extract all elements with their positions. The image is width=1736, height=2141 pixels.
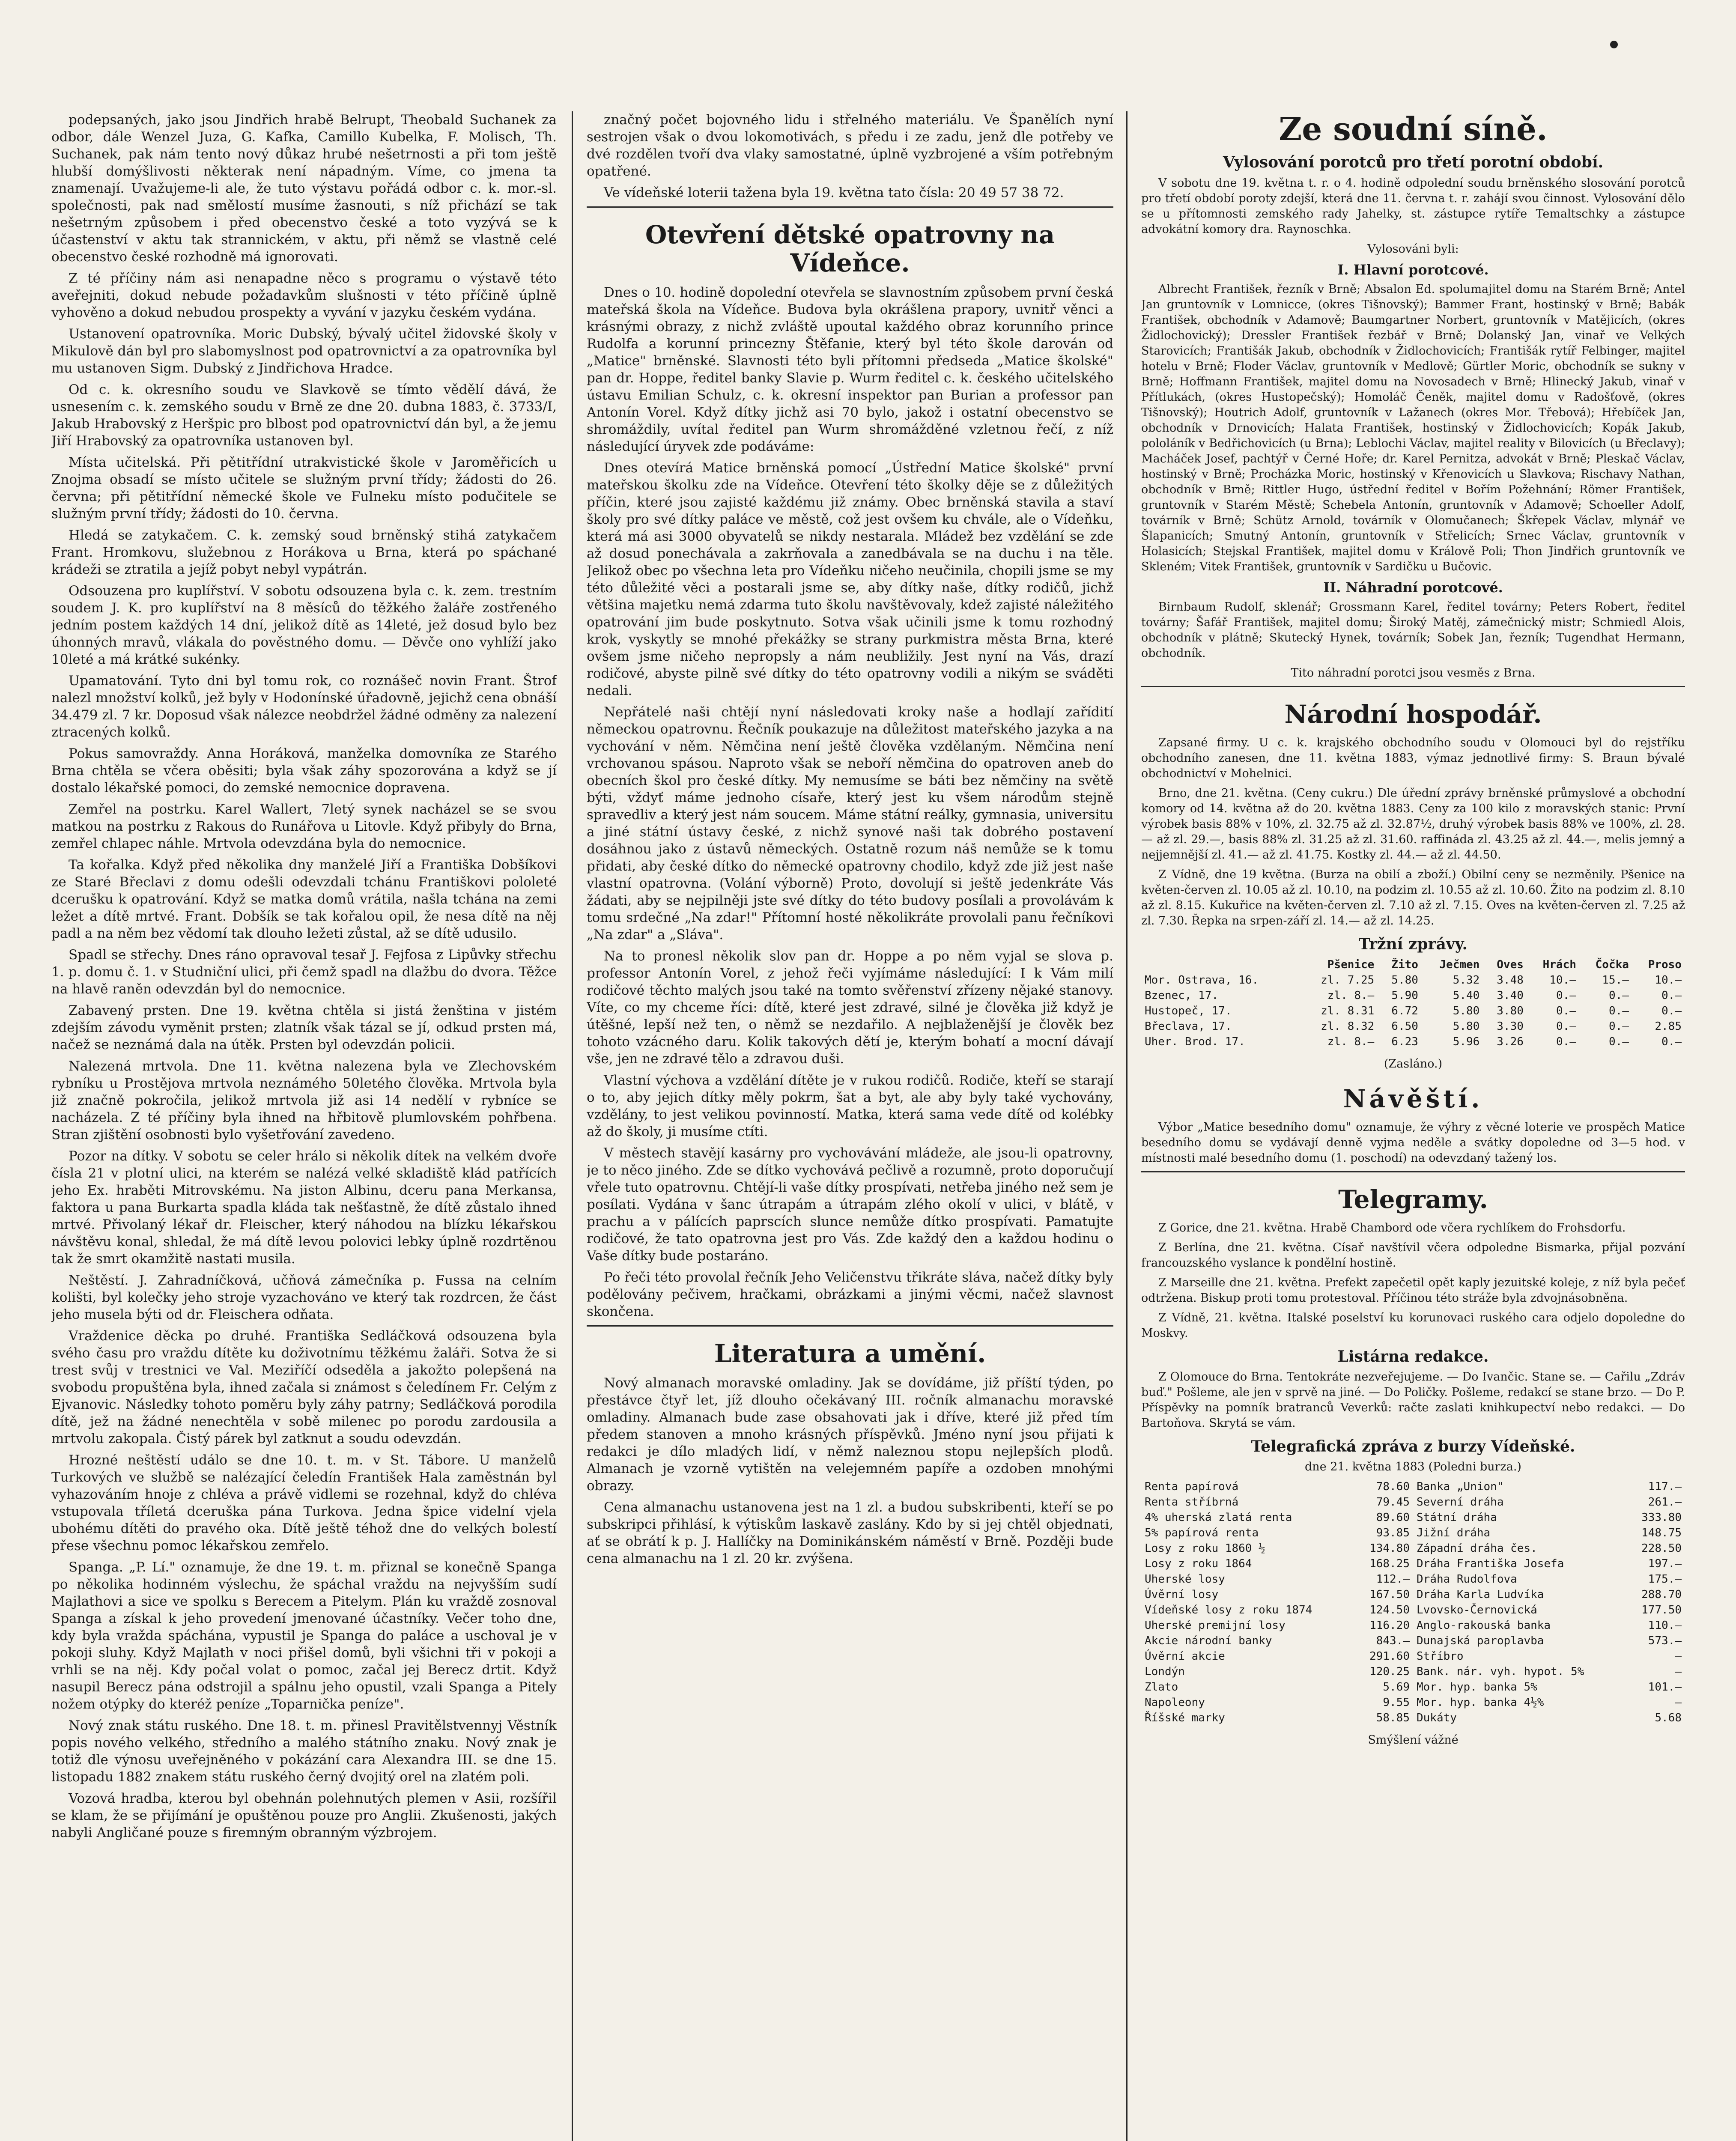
table-cell: 5.80	[1453, 1020, 1480, 1033]
table-cell: 167.50	[1369, 1588, 1410, 1601]
table-cell: Státní dráha	[1416, 1511, 1497, 1524]
telegram: Z Vídně, 21. května. Italské poselství ku korunovaci ruského cara odjelo dopoledne do Moskvy.	[1141, 1311, 1685, 1340]
table-cell: zl. 8.—	[1327, 1035, 1375, 1048]
table-cell: 5.96	[1453, 1035, 1480, 1048]
column-rule	[572, 111, 573, 2141]
paragraph: Zapsané firmy. U c. k. krajského obchodního soudu v Olomouci byl do rejstříku obchodního zanesen, dne 11. května 1883, výmaz jednotlivé firmy: S. Braun bývalé obchodnictví v Mohelnici.	[1141, 736, 1685, 780]
table-cell: Akcie národní banky	[1145, 1634, 1272, 1647]
table-row	[1141, 988, 1685, 1003]
paragraph: Upamatování. Tyto dni byl tomu rok, co roznášeč novin Frant. Štrof nalezl množství kolků, jež byly v Hodonínské úřadovně, jejichž cena obnáší 34.479 zl. 7 kr. Doposud však nálezce neobdržel žádné odměny za nalezení ztracených kolků.	[51, 673, 557, 740]
table-cell: 112.—	[1376, 1573, 1410, 1586]
table-cell: Banka „Union"	[1416, 1480, 1504, 1493]
table-cell: 93.85	[1376, 1527, 1410, 1539]
table-cell: 3.80	[1497, 1005, 1524, 1017]
paragraph: Pozor na dítky. V sobotu se celer hrálo si několik dítek na velkém dvoře čísla 21 v plotní ulici, na kterém se nalézá velké skladiště klád patřících jeho Ex. hraběti Mitrovskému. Na jiston Albinu, dceru pana Merkansa, faktora u pana Burkarta spadla kláda tak nešťastně, že dítě zůstalo ihned mrtvé. Přivolaný lékař dr. Fleischer, který náhodou na blízku lékařskou návštěvu konal, shledal, že má dítě levou polovici lebky úplně rozdrtěnou tak že smrt okamžitě nastati musila.	[51, 1148, 557, 1267]
table-cell: 0.—	[1608, 1005, 1629, 1017]
table-cell: zl. 8.31	[1321, 1005, 1375, 1017]
table-cell: zl. 8.—	[1327, 989, 1375, 1002]
table-cell: Lvovsko-Černovická	[1416, 1604, 1537, 1616]
table-cell: 15.—	[1602, 974, 1629, 987]
paragraph: Hrozné neštěstí událo se dne 10. t. m. v St. Tábore. U manželů Turkových ve službě se nalézající čeledín František Hala zaměstnán byl vyhazováním hnoje z chléva a právě vidlemi se rozehnal, když do chléva vstupovala tříletá dceruška pána Turkova. Jedna špice videlní vjela ubohému dítěti do pravého oka. Dítě ještě téhož dne do velkých bolestí přese všechnu pomoc lékařskou zemřelo.	[51, 1452, 557, 1554]
table-row	[1141, 1710, 1685, 1726]
paragraph: Z té příčiny nám asi nenapadne něco s programu o výstavě této aveřejniti, dokud nebude požadavkům slušnosti v této příčině úplně vyhověno a dokud nebudou prospekty a vyvání v jazyku českém vydána.	[51, 271, 557, 320]
paragraph: Nepřátelé naši chtějí nyní následovati kroky naše a hodlají zařídití německou opatrovnu. Řečník poukazuje na důležitost mateřského jazyka a na vychování v něm. Němčina není ještě člověka vzdělaným. Němčina není vrchovanou spásou. Naproto však se neboří němčina do opatroven aneb do obecních škol pro české dítky. My nemusíme se báti bez němčiny na světě býti, vždyť máme jednoho císaře, který jest ku všem národům stejně spravedliv a který jest nám soucem. Máme státní reálky, gymnasia, universitu a jiné státní ústavy české, z nichž synové naši tak dobrého postavení dosáhnou jako z ústavů německých. Ostatně rozum náš nemůže se k tomu přidati, aby české dítko do německé opatrovny chodilo, když zde již jest naše vlastní opatrovna. (Volání výborně) Proto, dovolují si ještě jedenkráte Vás žádati, aby se nejpilněji jste své dítky do této budovy posílali a provolávám k tomu srdečné „Na zdar!" Přítomní hosté několikráte provolali panu řečníkovi „Na zdar" a „Sláva".	[587, 704, 1113, 942]
market-table	[1141, 957, 1685, 1050]
paragraph: Ta kořalka. Když před několika dny manželé Jiří a Františka Dobšíkovi ze Staré Břeclavi z domu odešli odevzdali tchánu Františkovi pololeté dcerušku k opatrování. Když se matka domů vrátila, našla tchána na zemi ležet a dítě mrtvé. Frant. Dobšík se tak kořalou opil, že nesa dítě na něj padl a na něm bez vědomí tak dlouho ležeti zůstal, až se dítě udusilo.	[51, 857, 557, 941]
paragraph: Vylosováni byli:	[1367, 242, 1459, 256]
section-heading: Národní hospodář.	[1284, 700, 1542, 729]
section-heading: Návěští.	[1343, 1084, 1483, 1113]
table-cell: Jižní dráha	[1416, 1527, 1491, 1539]
juror-list: Birnbaum Rudolf, sklenář; Grossmann Karel, ředitel továrny; Peters Robert, ředitel továrny; Šafář František, majitel domu; Široký Matěj, zámečnický mistr; Schmiedl Alois, obchodník v plátně; Skutecký Hynek, továrník; Sobek Jan, řezník; Tugendhat Hermann, obchodník.	[1141, 600, 1685, 660]
table-cell: 5.68	[1655, 1712, 1682, 1724]
table-cell: 101.—	[1648, 1681, 1682, 1694]
stock-table	[1141, 1479, 1685, 1726]
table-cell: Napoleony	[1145, 1696, 1205, 1709]
table-cell: 168.25	[1369, 1557, 1410, 1570]
section-divider	[587, 206, 1113, 208]
table-row	[1141, 1571, 1685, 1587]
paragraph: Tito náhradní porotci jsou vesměs z Brna.	[1291, 666, 1536, 680]
table-cell: Uherské premijní losy	[1145, 1619, 1286, 1632]
paragraph: Výbor „Matice besedního domu" oznamuje, že výhry z věcné loterie ve prospěch Matice besedního domu se vydávají denně vyjma neděle a svátky dopoledne od 3—5 hod. v místnosti malé besedního domu (1. poschodí) na odevzdaný tažený los.	[1141, 1121, 1685, 1165]
table-row	[1141, 1695, 1685, 1710]
table-cell: 79.45	[1376, 1496, 1410, 1509]
table-row	[1141, 1003, 1685, 1019]
table-cell: zl. 7.25	[1321, 974, 1375, 987]
table-cell: 0.—	[1556, 1005, 1576, 1017]
table-cell: 0.—	[1661, 1005, 1682, 1017]
table-header: Hrách	[1542, 958, 1576, 971]
table-cell: 0.—	[1608, 989, 1629, 1002]
paragraph: Zemřel na postrku. Karel Wallert, 7letý synek nacházel se se svou matkou na postrku z Rakous do Runářova u Litovle. Když přibyly do Brna, zemřel chlapec náhle. Mrtvola odevzdána byla do nemocnice.	[51, 802, 557, 851]
paragraph: Nalezená mrtvola. Dne 11. května nalezena byla ve Zlechovském rybníku u Prostějova mrtvola neznámého 50letého člověka. Mrtvola byla již značně pokročila, jelikož mrtvola již asi 14 nedělí v rybníce se nacházela. Z té příčiny byla ihned na hřbitově plumlovském pohřbena. Stran zjištění osobnosti bylo vyšetřování zavedeno.	[51, 1059, 557, 1142]
table-row	[1141, 1633, 1685, 1649]
table-cell: Losy z roku 1860 ½	[1145, 1542, 1265, 1555]
paragraph: Cena almanachu ustanovena jest na 1 zl. a budou subskribenti, kteří se po subskripci přihlásí, k výtiskům laskavě zaslány. Kdo by si jej chtěl objednati, ať se obrátí k p. J. Hallíčky na Dominikánském náměstí v Brně. Později bude cena almanachu na 1 zl. 20 kr. zvýšena.	[587, 1500, 1113, 1566]
table-cell: —	[1675, 1696, 1682, 1709]
table-cell: 843.—	[1376, 1634, 1410, 1647]
table-row	[1141, 1649, 1685, 1664]
table-cell: 5.80	[1453, 1005, 1480, 1017]
table-cell: 0.—	[1556, 1035, 1576, 1048]
paragraph: V městech stavějí kasárny pro vychovávání mládeže, ale jsou-li opatrovny, je to něco jiného. Zde se dítko vychovává pečlivě a rozumně, proto doporučují vřele tuto opatrovnu. Chtějí-li vaše dítky prospívati, netřeba jiného než sem je posílati. Vydána v šanc útrapám a útrapám zlého okolí v ulici, v blátě, v prachu a v pálících paprscích slunce nemůže dítko prospívati. Pamatujte rodičové, že tato opatrovna jest pro Vás. Zde každý den a každou hodinu o Vaše dítky bude postaráno.	[587, 1145, 1113, 1264]
table-cell: Mor. Ostrava, 16.	[1145, 974, 1259, 987]
paragraph: Nový znak státu ruského. Dne 18. t. m. přinesl Pravitělstvennyj Věstník popis nového velkého, středního a malého státního znaku. Nový znak je totiž dle výnosu uveřejněného v pokázání cara Alexandra III. se dne 15. listopadu 1882 znakem státu ruského černý dvojitý orel na zlatém poli.	[51, 1718, 557, 1785]
table-cell: Bank. nár. vyh. hypot. 5%	[1416, 1665, 1584, 1678]
table-cell: Mor. hyp. banka 4½%	[1416, 1696, 1544, 1709]
paragraph: Od c. k. okresního soudu ve Slavkově se tímto vědělí dává, že usnesením c. k. zemského soudu v Brně ze dne 20. dubna 1883, č. 3733/I, Jakub Hrabovský z Heršpic pro blbost pod opatrovnictví dán byl, a že jemu Jiří Hrabovský za opatrovníka ustanoven byl.	[51, 382, 557, 449]
table-cell: 261.—	[1648, 1496, 1682, 1509]
table-cell: 6.72	[1391, 1005, 1418, 1017]
table-row	[1141, 1510, 1685, 1525]
table-cell: 120.25	[1369, 1665, 1410, 1678]
table-header: Pšenice	[1327, 958, 1375, 971]
table-cell: Úvěrní akcie	[1145, 1650, 1225, 1663]
table-cell: Stříbro	[1416, 1650, 1464, 1663]
telegram: Z Gorice, dne 21. května. Hrabě Chambord ode včera rychlíkem do Frohsdorfu.	[1158, 1221, 1626, 1235]
table-cell: —	[1675, 1650, 1682, 1663]
table-cell: Uherské losy	[1145, 1573, 1225, 1586]
section-subheading: Vylosování porotců pro třetí porotní období.	[1223, 153, 1604, 171]
paragraph: Spadl se střechy. Dnes ráno opravoval tesař J. Fejfosa z Lipůvky střechu 1. p. domu č. 1. v Studniční ulici, při čemž spadl na dlažbu do dvora. Těžce na hlavě raněn odevzdán byl do nemocnice.	[51, 947, 557, 997]
table-cell: 0.—	[1661, 989, 1682, 1002]
paragraph: Neštěstí. J. Zahradníčková, učňová zámečníka p. Fussa na celním kolišti, byl kolečky jeho stroje vyzachováno ve který tak rozdrcen, že část jeho musela býti od dr. Fleischera odňata.	[51, 1273, 557, 1322]
table-header	[1141, 957, 1299, 972]
table-cell: 3.26	[1497, 1035, 1524, 1048]
paragraph: značný počet bojovného lidu i střelného materiálu. Ve Španělích nyní sestrojen však o dvou lokomotivách, s předu i ze zadu, jenž dle potřeby ve dvé rozdělen tvoří dva vlaky samostatné, úplně vyzbrojené a vším potřebným opatřené.	[587, 112, 1113, 179]
table-cell: 5.32	[1453, 974, 1480, 987]
table-row	[1141, 1541, 1685, 1556]
table-cell: 10.—	[1549, 974, 1576, 987]
list-title: I. Hlavní porotcové.	[1337, 262, 1489, 278]
table-cell: Severní dráha	[1416, 1496, 1504, 1509]
table-cell: Úvěrní losy	[1145, 1588, 1219, 1601]
paragraph: Dnes o 10. hodině dopolední otevřela se slavnostním způsobem první česká mateřská škola na Vídeňce. Budova byla okrášlena prapory, uvnitř věnci a krásnými obrazy, z nichž zvláště upoutal každého obraz korunního prince Rudolfa a korunní princezny Štěfanie, který byl této škole darován od „Matice" brněnské. Slavnosti této byli přítomni předseda „Matice školské" pan dr. Hoppe, ředitel banky Slavie p. Wurm ředitel c. k. českého učitelského ústavu Emilian Schulz, c. k. okresní inspektor pan Burian a professor pan Antonín Vorel. Když dítky jichž asi 70 bylo, jakož i ostatní obecenstvo se shromáždily, uvítal ředitel pan Wurm shromážděné vzletnou řečí, z níž následující úryvek zde podáváme:	[587, 285, 1113, 454]
table-header: Žito	[1391, 958, 1418, 971]
table-cell: Mor. hyp. banka 5%	[1416, 1681, 1537, 1694]
paragraph: Na to pronesl několik slov pan dr. Hoppe a po něm vyjal se slova p. professor Antonín Vorel, z jehož řeči vyjímáme následující: I k Vám milí rodičové těchto malých jsou také na tomto svěřenství zřízeny nějaké stanovy. Víte, co my chceme říci: dítě, které jest zdravé, silné je člověka již když je útěšné, lepší než ten, o němž se nezdařilo. A nejblaženější je člověk bez tohoto vzácného daru. Kolik takových dětí je, kterým bohatí a mocní dávají vše, jen ne zdravé tělo a zdravou duši.	[587, 948, 1113, 1067]
table-cell: Zlato	[1145, 1681, 1178, 1694]
table-header: Ječmen	[1439, 958, 1480, 971]
paragraph: Smýšlení vážné	[1368, 1733, 1459, 1747]
paragraph: Vraždenice děcka po druhé. Františka Sedláčková odsouzena byla svého času pro vraždu dítěte ku doživotnímu těžkému žaláři. Sotva že si trest svůj v trestnici ve Val. Meziříčí odseděla a jakožto polepšená na svobodu propuštěna byla, ihned začala si známost s čeledínem Fr. Celým z Ejvanovic. Následky tohoto poměru byly záhy patrny; Sedláčková porodila dítě, jež na žádné nenechtěla v sobě milenec po porodu zardousila a mrtvolu zakopala. Čistý párek byl zatknut a soudu odevzdán.	[51, 1328, 557, 1446]
table-cell: 5.69	[1383, 1681, 1410, 1694]
paragraph: Vlastní výchova a vzdělání dítěte je v rukou rodičů. Rodiče, kteří se starají o to, aby jejich dítky měly pokrm, šat a byt, ale aby byly také vychovány, vzdělány, to jest velikou povinností. Matka, která sama vede dítě od kolébky až do školy, ji musíme ctíti.	[587, 1073, 1113, 1139]
section-heading: Otevření dětské opatrovny na Vídeňce.	[645, 220, 1055, 277]
lottery-numbers: Ve vídeňské loterii tažena byla 19. května tato čísla: 20 49 57 38 72.	[604, 185, 1064, 200]
table-cell: Dunajská paroplavba	[1416, 1634, 1544, 1647]
table-cell: 3.30	[1497, 1020, 1524, 1033]
table-cell: zl. 8.32	[1321, 1020, 1375, 1033]
table-cell: 6.50	[1391, 1020, 1418, 1033]
table-header: Čočka	[1595, 958, 1629, 971]
table-cell: Dráha Františka Josefa	[1416, 1557, 1564, 1570]
section-heading: Telegrafická zpráva z burzy Vídeňské.	[1251, 1437, 1575, 1455]
section-divider	[587, 1325, 1113, 1327]
table-row	[1141, 1618, 1685, 1633]
page-dot	[1610, 41, 1618, 48]
paragraph: podepsaných, jako jsou Jindřich hrabě Belrupt, Theobald Suchanek za odbor, dále Wenzel Juza, G. Kafka, Camillo Kubelka, F. Molisch, Th. Suchanek, pak nám tento nový důkaz hrubé nešetrnosti a při tom ještě hlubší domýšlivosti některak není nápadným. Víme, co jmena ta znamenají. Uvažujeme-li ale, že tuto výstavu pořádá odbor c. k. mor.-sl. společnosti, pak nad smělostí musíme žasnouti, s níž přichází se tak nešetrným způsobem i před obecenstvo české a toto vyzývá se k účastenství v aktu tak strannickém, v aktu, při němž se vlastně celé obecenstvo české rozhodně má ignorovati.	[51, 112, 557, 265]
paragraph: Pokus samovraždy. Anna Horáková, manželka domovníka ze Starého Brna chtěla se včera oběsiti; byla však záhy spozorována a když se jí dostalo lékařské pomoci, do zemské nemocnice dopravena.	[51, 746, 557, 796]
table-row	[1141, 972, 1685, 988]
table-row	[1141, 1679, 1685, 1695]
column-right	[1141, 111, 1685, 2141]
paragraph: Nový almanach moravské omladiny. Jak se dovídáme, již příští týden, po přestávce čtyř let, jíž dlouho očekávaný III. ročník almanachu moravské omladiny. Almanach bude zase obsahovati jak i dříve, které již před tím předem stanoven a mnoho krásných příspěvků. Jméno nyní jsou přijati k redakci je dílo mladých lidí, v němž naleznou stopu nejlepších plodů. Almanach je vzorně vytištěn na velejemném papíře a ozdoben mnohými obrazy.	[587, 1375, 1113, 1494]
table-cell: 4% uherská zlatá renta	[1145, 1511, 1292, 1524]
table-cell: Dukáty	[1416, 1712, 1457, 1724]
table-cell: 5% papírová renta	[1145, 1527, 1259, 1539]
juror-list: Albrecht František, řezník v Brně; Absalon Ed. spolumajitel domu na Starém Brně; Antel Jan gruntovník v Lomnicce, (okres Tišnovský); Bammer Frant, hostinský v Brně; Babák František, obchodník v Adamově; Baumgartner Norbert, gruntovník v Matějicích, (okres Židlochovický); Dressler František řezbář v Brně; Dolanský Jan, vinař ve Velkých Starovicích; Františák Jakub, obchodník v Židlochovicích; Františák rytíř Felbinger, majitel hotelu v Brně; Floder Václav, gruntovník v Medlově; Gürtler Moric, obchodník se sukny v Brně; Hoffmann František, majitel domu na Novosadech v Brně; Hlinecký Jakub, vinař v Přítlukách, (okres Hustopečský); Homoláč Čeněk, majitel domu v Radošťově, (okres Tišnovský); Houtrich Adolf, gruntovník v Lažanech (okres Mor. Třebová); Hřebíček Jan, obchodník v Drnovicích; Halata František, hostinský v Židlochovicích; Kopák Jakub, pololáník v Bedřichovicích (u Brna); Leblochi Václav, majitel reality v Bilovicích (u Břeclavy); Macháček Josef, pachtýř v Černé Hoře; dr. Karel Pernitza, advokát v Brně; Pleskač Václav, hostinský v Brně; Procházka Moric, hostinský v Křenovicích u Slavkova; Rischavy Nathan, obchodník v Brně; Rittler Hugo, ústřední ředitel v Bořím Požehnání; Römer František, gruntovník v Starém Městě; Schebela Antonín, gruntovník v Adamově; Schoeller Adolf, továrník v Brně; Schütz Arnold, továrník v Olomučanech; Škřepek Václav, mlynář ve Šlapanicích; Smutný Antonín, gruntovník v Střelicích; Srnec Václav, gruntovník v Holasicích; Stejskal František, majitel domu v Králově Poli; Thon Jindřich gruntovník ve Skleném; Vitek František, gruntovník v Sardičku u Bučovic.	[1141, 283, 1685, 573]
table-cell: Břeclava, 17.	[1145, 1020, 1232, 1033]
column-left	[51, 111, 557, 2141]
telegram: Z Marseille dne 21. května. Prefekt zapečetil opět kaply jezuitské koleje, z níž byla pečeť odtržena. Biskup proti tomu protestoval. Příčinou této stráže byla zdvojnásobněna.	[1141, 1276, 1685, 1305]
table-row	[1141, 1034, 1685, 1050]
table-cell: 58.85	[1376, 1712, 1410, 1724]
table-cell: 78.60	[1376, 1480, 1410, 1493]
table-row	[1141, 1587, 1685, 1602]
table-cell: 6.23	[1391, 1035, 1418, 1048]
paragraph: Z Olomouce do Brna. Tentokráte nezveřejujeme. — Do Ivančic. Stane se. — Cařilu „Zdráv buď." Pošleme, ale jen v sprvě na jiné. — Do Poličky. Pošleme, redakcí se stane brzo. — Do P. Příspěvky na pomník bratranců Veverků: račte zaslati knihkupectví nebo redakci. — Do Bartoňova. Skrytá se vám.	[1141, 1370, 1685, 1430]
table-cell: 333.80	[1641, 1511, 1682, 1524]
table-cell: 3.48	[1497, 974, 1524, 987]
table-cell: 9.55	[1383, 1696, 1410, 1709]
table-cell: 0.—	[1556, 989, 1576, 1002]
paragraph: dne 21. května 1883 (Poledni burza.)	[1305, 1460, 1521, 1473]
table-cell: Uher. Brod. 17.	[1145, 1035, 1245, 1048]
table-cell: 5.90	[1391, 989, 1418, 1002]
table-cell: 573.—	[1648, 1634, 1682, 1647]
paragraph: (Zasláno.)	[1384, 1057, 1443, 1070]
paragraph: Dnes otevírá Matice brněnská pomocí „Ústřední Matice školské" první mateřskou školku zde na Vídeňce. Otevření této školky děje se z důležitých příčin, které jsou zajisté každému již známy. Obec brněnská stavila a staví školy pro své dítky paláce ve městě, což jest ovšem ku chvále, ale o Vídeňku, která má asi 3000 obyvatelů se nikdy nestarala. Mládež bez vzdělání se zde až dosud ponechávala a zakrňovala a zanedbávala se na duchu i na těle. Jelikož obec po všechna leta pro Vídeňku ničeho neučinila, chopili jsme se my této důležité věci a postarali jsme se, aby dítky naše, dítky rodičů, jichž většina majetku nemá zdarma tuto školu navštěvovaly, kdež zajisté náležitého opatrování jim bude poskytnuto. Sotva však učinili jsme k tomu rozhodný krok, vyskytly se mnohé překážky se strany purkmistra města Brna, které ovšem jsme ničeho nepropsly a nám neubližily. Jest nyní na Vás, drazí rodičové, abyste pilně své dítky do této opatrovny vodili a nikým se sváděti nedali.	[587, 460, 1113, 698]
table-cell: 0.—	[1661, 1035, 1682, 1048]
section-heading: Literatura a umění.	[714, 1339, 986, 1368]
table-cell: 0.—	[1608, 1020, 1629, 1033]
table-row	[1141, 1494, 1685, 1510]
table-header: Oves	[1497, 958, 1524, 971]
table-row	[1141, 1556, 1685, 1571]
paragraph: Spanga. „P. Lí." oznamuje, že dne 19. t. m. přiznal se konečně Spanga po několika hodinném výslechu, že spáchal vraždu na nejvyšším sudí Majlathovi a sice ve spolku s Berecem a Pitelym. Plán ku vraždě zosnoval Spanga a získal k jeho provedení jmenované účastníky. Večer toho dne, kdy byla vražda spáchána, vypustil je Spanga do paláce a uschoval je v pokoji sluhy. Když Majlath v noci přišel domů, byli všichni tři v pokoji a vrhli se na něj. Kdy počal volat o pomoc, začal jej Berecz drtit. Když nasupil Berecz pána odstrojil a spálnu jeho opustil, vzali Spanga a Pitely nožem otýpky do kteréž peníze „Toparnička peníze".	[51, 1560, 557, 1712]
table-cell: Renta stříbrná	[1145, 1496, 1239, 1509]
table-row	[1141, 1602, 1685, 1618]
table-cell: 2.85	[1655, 1020, 1682, 1033]
table-cell: —	[1675, 1665, 1682, 1678]
table-cell: 10.—	[1655, 974, 1682, 987]
table-cell: 291.60	[1369, 1650, 1410, 1663]
paragraph: V sobotu dne 19. května t. r. o 4. hodině odpolední soudu brněnského slosování porotců pro třetí období poroty zdejší, která dne 11. června t. r. zahájí svou činnost. Vylosování dělo se u přítomnosti zemského rady Jahelky, st. zástupce rytíře Temaltschky a zástupce advokátní komory dra. Raynoschka.	[1141, 176, 1685, 236]
table-cell: Západní dráha čes.	[1416, 1542, 1537, 1555]
table-row	[1141, 1664, 1685, 1679]
table-cell: 116.20	[1369, 1619, 1410, 1632]
table-cell: 117.—	[1648, 1480, 1682, 1493]
table-cell: 110.—	[1648, 1619, 1682, 1632]
table-cell: 5.40	[1453, 989, 1480, 1002]
section-divider	[1141, 686, 1685, 687]
table-cell: Vídeňské losy z roku 1874	[1145, 1604, 1312, 1616]
table-cell: 177.50	[1641, 1604, 1682, 1616]
table-cell: Hustopeč, 17.	[1145, 1005, 1232, 1017]
paragraph: Odsouzena pro kuplířství. V sobotu odsouzena byla c. k. zem. trestním soudem J. K. pro kuplířství na 8 měsíců do těžkého žaláře zostřeného jedním postem každých 14 dní, jelikož dítě as 14leté, jež dosud bylo bez úhonných mravů, vlákala do pověstného domu. — Děvče ono vyhlíží jako 10leté a má krátké sukénky.	[51, 583, 557, 667]
table-cell: Říšské marky	[1145, 1712, 1225, 1724]
table-cell: 0.—	[1556, 1020, 1576, 1033]
table-row	[1141, 1525, 1685, 1541]
paragraph: Ustanovení opatrovníka. Moric Dubský, bývalý učitel židovské školy v Mikulově dán byl pro slabomyslnost pod opatrovnictví a za opatrovníka byl mu ustanoven Sigm. Dubský z Jindřichova Hradce.	[51, 326, 557, 376]
section-heading: Telegramy.	[1338, 1185, 1488, 1214]
paragraph: Brno, dne 21. května. (Ceny cukru.) Dle úřední zprávy brněnské průmyslové a obchodní komory od 14. května až do 20. května 1883. Ceny za 100 kilo z moravských stanic: První výrobek basis 88% v 10%, zl. 32.75 až zl. 32.87½, druhý výrobek basis 88% ve 100%, zl. 28.— až zl. 29.—, basis 88% zl. 31.25 až zl. 31.60. raffináda zl. 43.25 až zl. 44.—, melis jemný a nejjemnější zl. 41.— až zl. 41.75. Kostky zl. 44.— až zl. 44.50.	[1141, 787, 1685, 862]
list-title: II. Náhradní porotcové.	[1323, 579, 1503, 596]
paragraph: Zabavený prsten. Dne 19. května chtěla si jistá ženština v jistém zdejším závodu vyměnit prsten; zlatník však tázal se jí, odkud prsten má, načež se neznámá dala na útěk. Prsten byl odevzdán policii.	[51, 1003, 557, 1053]
table-row	[1141, 1479, 1685, 1494]
table-cell: Renta papírová	[1145, 1480, 1239, 1493]
paragraph: Vozová hradba, kterou byl obehnán polehnutých plemen v Asii, rozšířil se klam, že se přijímání je opuštěnou pouze pro Anglii. Zkušenosti, jakých nabyli Angličané pouze s firemným obranným výzbrojem.	[51, 1791, 557, 1840]
table-cell: Dráha Rudolfova	[1416, 1573, 1517, 1586]
paragraph: Z Vídně, dne 19 května. (Burza na obilí a zboží.) Obilní ceny se nezměnily. Pšenice na květen-červen zl. 10.05 až zl. 10.10, na podzim zl. 10.55 až zl. 10.60. Žito na podzim zl. 8.10 až zl. 8.15. Kukuřice na květen-červen zl. 7.10 až zl. 7.15. Oves na květen-červen zl. 7.25 až zl. 7.30. Řepka na srpen-září zl. 14.— až zl. 14.25.	[1141, 868, 1685, 927]
section-divider	[1141, 1171, 1685, 1172]
table-cell: 5.80	[1391, 974, 1418, 987]
table-cell: 3.40	[1497, 989, 1524, 1002]
table-cell: 228.50	[1641, 1542, 1682, 1555]
section-heading: Listárna redakce.	[1337, 1348, 1489, 1366]
table-title: Tržní zprávy.	[1358, 935, 1468, 953]
telegram: Z Berlína, dne 21. května. Císař navštívil včera odpoledne Bismarka, přijal pozvání francouzského vyslance k pondělní hostině.	[1141, 1241, 1685, 1270]
table-cell: Bzenec, 17.	[1145, 989, 1219, 1002]
table-cell: 124.50	[1369, 1604, 1410, 1616]
section-heading: Ze soudní síně.	[1279, 111, 1548, 148]
table-cell: 148.75	[1641, 1527, 1682, 1539]
paragraph: Místa učitelská. Při pětitřídní utrakvistické škole v Jaroměřicích u Znojma obsadí se místo učitele se služným první třídy; žádosti do 26. června; při pětitřídní německé škole ve Fulneku místo podučitele se služným první třídy; žádosti do 10. června.	[51, 455, 557, 522]
paragraph: Hledá se zatykačem. C. k. zemský soud brněnský stihá zatykačem Frant. Hromkovu, služebnou z Horákova u Brna, která po spáchané krádeži se ztratila a jejíž pobyt nebyl vypátrán.	[51, 528, 557, 577]
table-cell: Londýn	[1145, 1665, 1185, 1678]
table-cell: 0.—	[1608, 1035, 1629, 1048]
table-cell: 89.60	[1376, 1511, 1410, 1524]
table-cell: 288.70	[1641, 1588, 1682, 1601]
table-cell: 175.—	[1648, 1573, 1682, 1586]
table-cell: Dráha Karla Ludvíka	[1416, 1588, 1544, 1601]
table-cell: Losy z roku 1864	[1145, 1557, 1252, 1570]
table-cell: 134.80	[1369, 1542, 1410, 1555]
column-rule	[1126, 111, 1128, 2141]
table-header: Proso	[1648, 958, 1682, 971]
paragraph: Po řeči této provolal řečník Jeho Veličenstvu třikráte sláva, načež dítky byly podělovány pečivem, hračkami, obrázkami a jinými věcmi, načež slavnost skončena.	[587, 1270, 1113, 1319]
table-cell: Anglo-rakouská banka	[1416, 1619, 1551, 1632]
table-row	[1141, 1019, 1685, 1034]
column-middle	[587, 111, 1113, 2141]
table-cell: 197.—	[1648, 1557, 1682, 1570]
table-header-row	[1141, 957, 1685, 972]
